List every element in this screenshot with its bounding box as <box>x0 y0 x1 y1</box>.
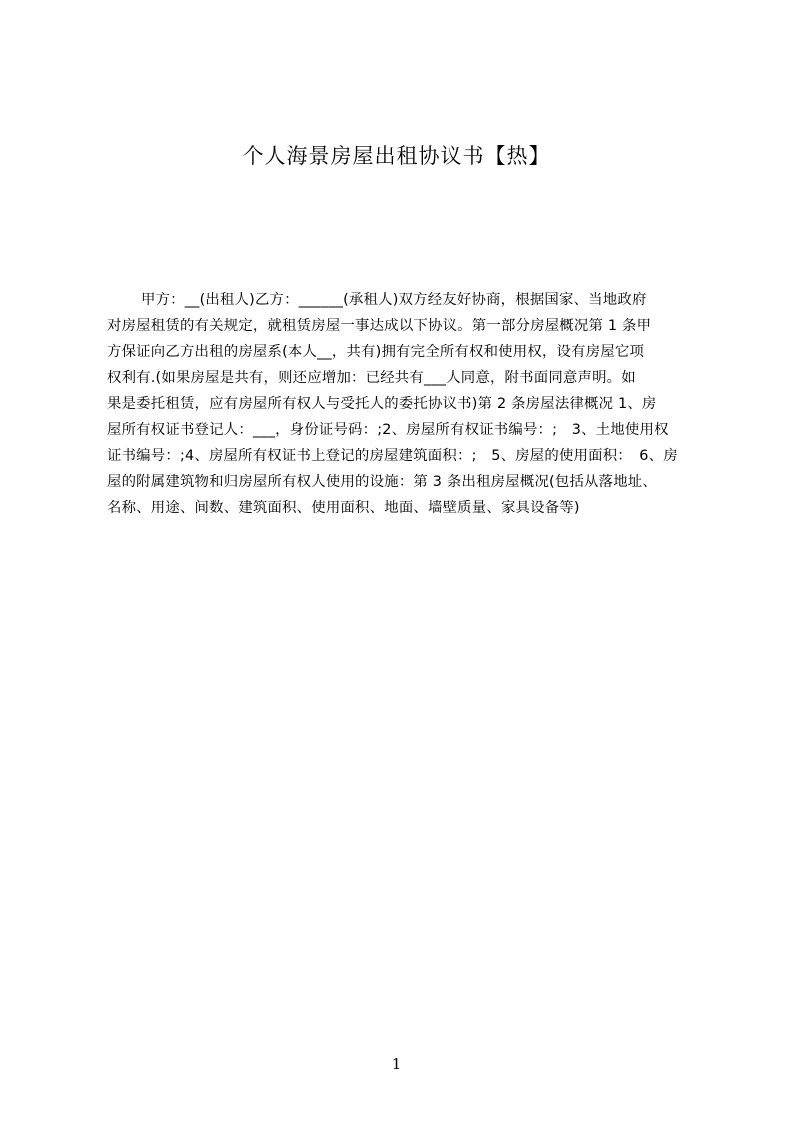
document-title: 个人海景房屋出租协议书【热】 <box>242 144 551 168</box>
body-line: 对房屋租赁的有关规定，就租赁房屋一事达成以下协议。第一部分房屋概况第 1 条甲 <box>107 318 652 334</box>
page-number: 1 <box>391 1055 402 1073</box>
body-line: 名称、用途、间数、建筑面积、使用面积、地面、墙壁质量、家具设备等) <box>107 500 580 516</box>
body-line: 果是委托租赁，应有房屋所有权人与受托人的委托协议书)第 2 条房屋法律概况 1、房 <box>107 396 657 412</box>
body-line: 权利有.(如果房屋是共有，则还应增加：已经共有___人同意，附书面同意声明。如 <box>107 370 636 386</box>
body-line: 屋所有权证书登记人：___，身份证号码：;2、房屋所有权证书编号：; 3、土地使用权 <box>107 422 669 438</box>
body-line: 证书编号：;4、房屋所有权证书上登记的房屋建筑面积：; 5、房屋的使用面积： 6、房 <box>107 448 678 464</box>
body-line: 方保证向乙方出租的房屋系(本人__，共有)拥有完全所有权和使用权，设有房屋它项 <box>107 344 645 360</box>
body-line: 屋的附属建筑物和归房屋所有权人使用的设施：第 3 条出租房屋概况(包括从落地址、 <box>107 474 657 490</box>
body-line: 甲方：__(出租人)乙方：______(承租人)双方经友好协商，根据国家、当地政府 <box>141 292 647 308</box>
document-body <box>107 287 699 532</box>
